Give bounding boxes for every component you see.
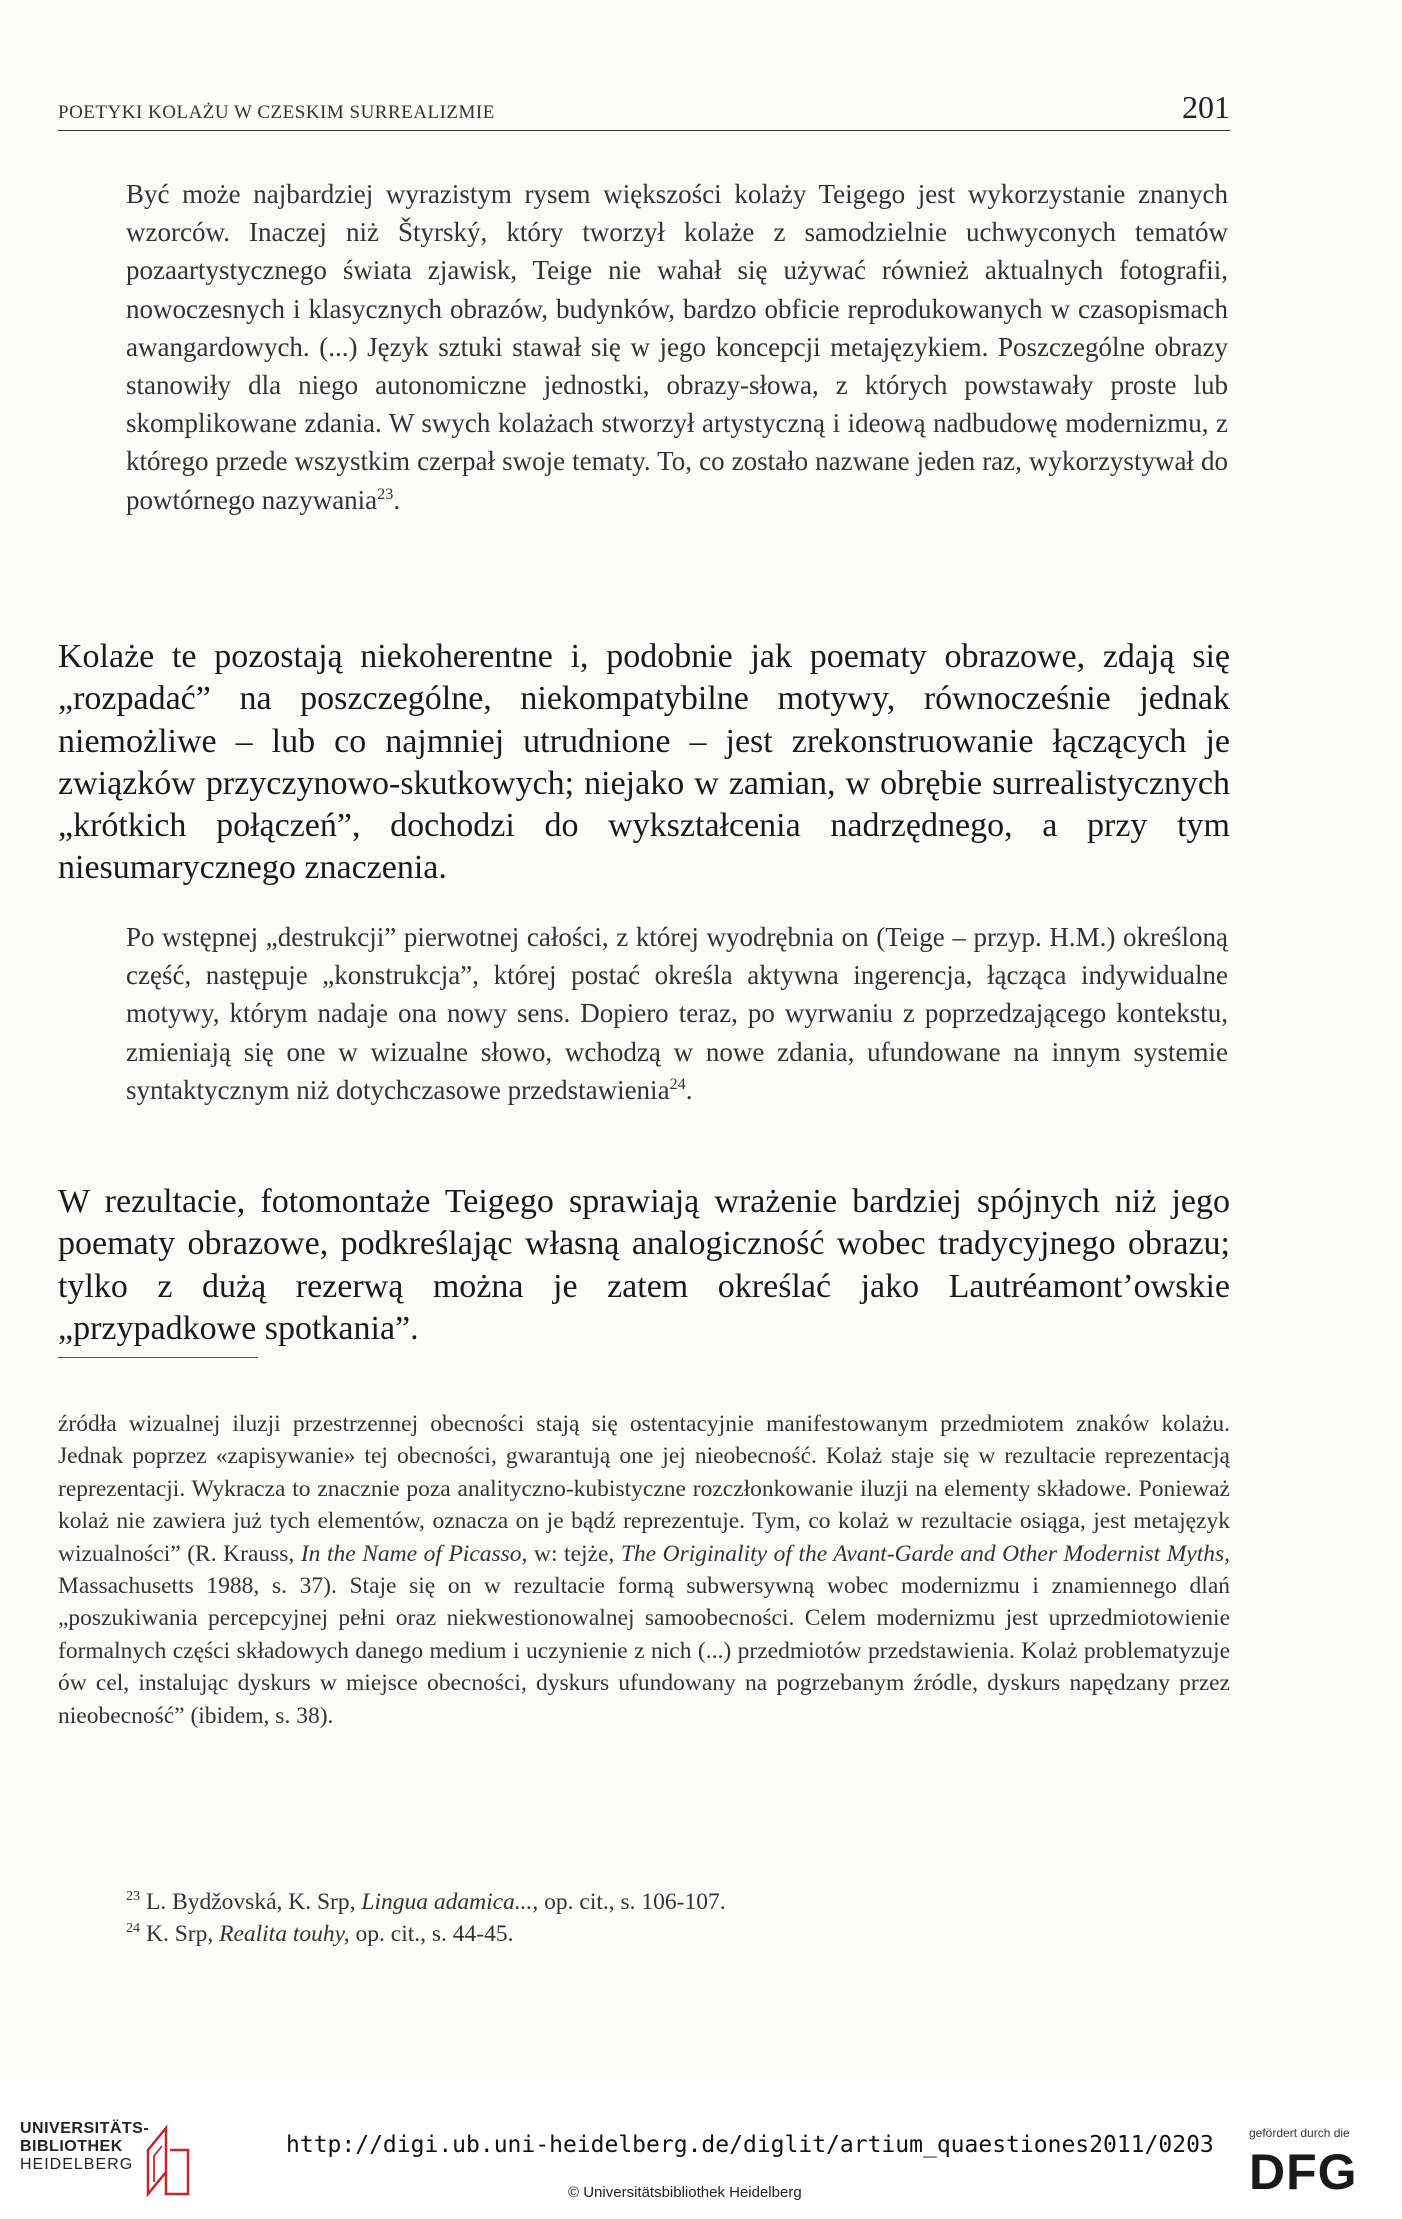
footnote-continued-title-1: In the Name of Picasso, <box>300 1540 528 1567</box>
library-name-line-1: UNIVERSITÄTS- <box>20 2120 150 2137</box>
footnote-ref-24[interactable]: 24 <box>669 1074 686 1093</box>
running-title: POETYKI KOLAŻU W CZESKIM SURREALIZMIE <box>58 102 495 123</box>
footnote-continued <box>58 1408 1230 1732</box>
footnote-24 <box>126 1918 1228 1950</box>
footnote-24-rest: op. cit., s. 44-45. <box>349 1921 514 1947</box>
library-name-line-2: BIBLIOTHEK <box>20 2138 123 2155</box>
footnote-continued-part-3: Massachusetts 1988, s. 37). Staje się on w rezultacie formą subwersywną wobec modernizmu i znamiennego dlań „poszukiwania percepcyjnej pełni oraz niekwestionowalnej samoobecności. Celem modernizmu jest uprzedmiotowienie formalnych części składowych danego medium i uczynienie z nich (...) przedmiotów przedstawienia. Kolaż problematyzuje ów cel, instalując dyskurs w miejsce obecności, dyskurs ufundowany na pogrzebanym źródle, dyskurs napędzany przez nieobecność” (ibidem, s. 38). <box>58 1573 1230 1729</box>
body-paragraph-2 <box>58 1181 1230 1350</box>
footnote-ref-23[interactable]: 23 <box>377 484 394 503</box>
footnote-23-rest: , op. cit., s. 106-107. <box>532 1889 726 1915</box>
footnote-24-number: 24 <box>126 1920 141 1937</box>
quote-1-text: Być może najbardziej wyrazistym rysem większości kolaży Teigego jest wykorzystanie znanych wzorców. Inaczej niż Štyrský, który tworzył kolaże z samodzielnie uchwyconych tematów pozaartystycznego świata zjawisk, Teige nie wahał się używać również aktualnych fotografii, nowoczesnych i klasycznych obrazów, budynków, bardzo obficie reprodukowanych w czasopismach awangardowych. (...) Język sztuki stawał się w jego koncepcji metajęzykiem. Poszczególne obrazy stanowiły dla niego autonomiczne jednostki, obrazy-słowa, z których powstawały proste lub skomplikowane zdania. W swych kolażach stworzył artystyczną i ideową nadbudowę modernizmu, z którego przede wszystkim czerpał swoje tematy. To, co zostało nazwane jeden raz, wykorzystywał do powtórnego nazywania <box>126 179 1228 515</box>
footnote-23-number: 23 <box>126 1888 141 1905</box>
library-emblem-icon <box>144 2124 192 2200</box>
quote-1-end: . <box>393 484 401 515</box>
library-logo[interactable] <box>20 2120 149 2174</box>
footnote-separator <box>58 1357 258 1358</box>
block-quote-1 <box>126 175 1228 519</box>
quote-2-text: Po wstępnej „destrukcji” pierwotnej całości, z której wyodrębnia on (Teige – przyp. H.M.) określoną część, następuje „konstrukcja”, której postać określa aktywna ingerencja, łącząca indywidualne motywy, którym nadaje ona nowy sens. Dopiero teraz, po wyrwaniu z poprzedzającego kontekstu, zmieniają się one w wizualne słowo, wchodzą w nowe zdania, ufundowane na innym systemie syntaktycznym niż dotychczasowe przedstawienia <box>126 922 1228 1105</box>
library-name-line-3: HEIDELBERG <box>20 2156 134 2173</box>
paragraph-2-text: W rezultacie, fotomontaże Teigego sprawiają wrażenie bardziej spójnych niż jego poematy obrazowe, podkreślając własną analogiczność wobec tradycyjnego obrazu; tylko z dużą rezerwą można je zatem określać jako Lautréamont’owskie „przypadkowe spotkania”. <box>58 1183 1230 1347</box>
footnote-continued-part-2: w: tejże, <box>527 1540 621 1567</box>
block-quote-2 <box>126 918 1228 1109</box>
footnote-24-title: Realita touhy, <box>219 1921 350 1947</box>
footnote-23-author: L. Bydžovská, K. Srp, <box>140 1889 362 1915</box>
footnote-continued-title-2: The Originality of the Avant-Garde and Other Modernist Myths, <box>620 1540 1230 1567</box>
footnote-23 <box>126 1886 1228 1918</box>
dfg-logo[interactable] <box>1249 2146 1384 2194</box>
footnote-23-title: Lingua adamica... <box>361 1889 533 1915</box>
copyright-notice: © Universitätsbibliothek Heidelberg <box>568 2184 802 2201</box>
paragraph-1-text: Kolaże te pozostają niekoherentne i, podobnie jak poematy obrazowe, zdają się „rozpadać” na poszczególne, niekompatybilne motywy, równocześnie jednak niemożliwe – lub co najmniej utrudnione – jest zrekonstruowanie łączących je związków przyczynowo-skutkowych; niejako w zamian, w obrębie surrealistycznych „krótkich połączeń”, dochodzi do wykształcenia nadrzędnego, a przy tym niesumarycznego znaczenia. <box>58 638 1230 887</box>
dfg-logo-text: DFG <box>1249 2146 1358 2194</box>
quote-2-end: . <box>685 1074 693 1105</box>
footnote-24-author: K. Srp, <box>140 1921 220 1947</box>
body-paragraph-1 <box>58 636 1230 890</box>
running-head <box>58 90 1230 131</box>
footnote-continued-part-1: źródła wizualnej iluzji przestrzennej obecności stają się ostentacyjnie manifestowanym przedmiotem znaków kolażu. Jednak poprzez «zapisywanie» tej obecności, gwarantują one jej nieobecność. Kolaż staje się w rezultacie reprezentacją reprezentacji. Wykracza to znacznie poza analityczno-kubistyczne rozczłonkowanie iluzji na elementy składowe. Ponieważ kolaż nie zawiera już tych elementów, oznacza on je bądź reprezentuje. Tym, co kolaż w rezultacie osiąga, jest metajęzyk wizualności” (R. Krauss, <box>58 1411 1230 1567</box>
page-number: 201 <box>1182 89 1230 125</box>
permalink-url[interactable]: http://digi.ub.uni-heidelberg.de/diglit/artium_quaestiones2011/0203 <box>286 2132 1214 2158</box>
funding-label: gefördert durch die <box>1249 2126 1350 2140</box>
